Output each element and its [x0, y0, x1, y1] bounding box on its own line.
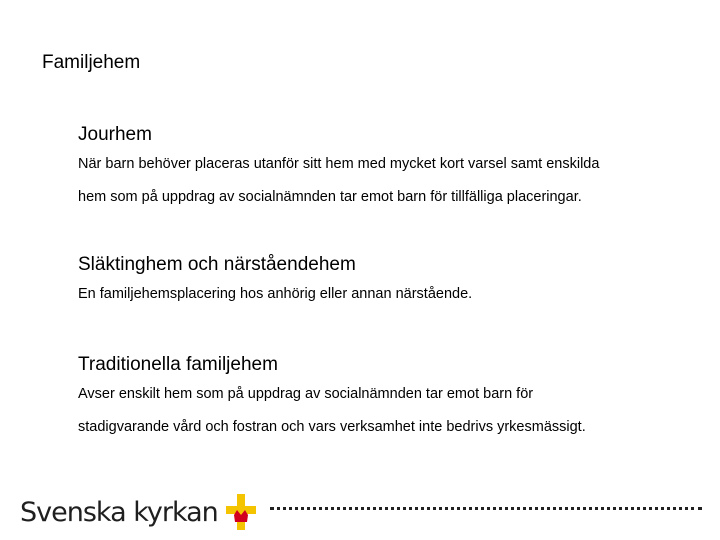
body-line: En familjehemsplacering hos anhörig eller annan närstående.: [78, 286, 473, 302]
section-heading: Jourhem: [78, 124, 152, 145]
body-line: stadigvarande vård och fostran och vars verksamhet inte bedrivs yrkesmässigt.: [78, 419, 586, 435]
section-traditionella: [78, 354, 698, 444]
page-title: Familjehem: [42, 52, 141, 73]
cross-crown-emblem-icon: [226, 494, 256, 530]
section-jourhem: [78, 124, 698, 214]
logo-text: Svenska kyrkan: [20, 496, 218, 528]
svenska-kyrkan-logo: [20, 494, 256, 530]
dotted-divider: [270, 507, 702, 510]
section-body: [78, 278, 698, 311]
body-line: hem som på uppdrag av socialnämnden tar emot barn för tillfälliga placeringar.: [78, 189, 582, 205]
section-heading: Traditionella familjehem: [78, 354, 278, 375]
section-body: [78, 378, 698, 444]
body-line: När barn behöver placeras utanför sitt hem med mycket kort varsel samt enskilda: [78, 156, 600, 172]
section-body: [78, 148, 698, 214]
section-heading: Släktinghem och närståendehem: [78, 254, 356, 275]
section-slaktinghem: [78, 254, 698, 311]
body-line: Avser enskilt hem som på uppdrag av socialnämnden tar emot barn för: [78, 386, 534, 402]
